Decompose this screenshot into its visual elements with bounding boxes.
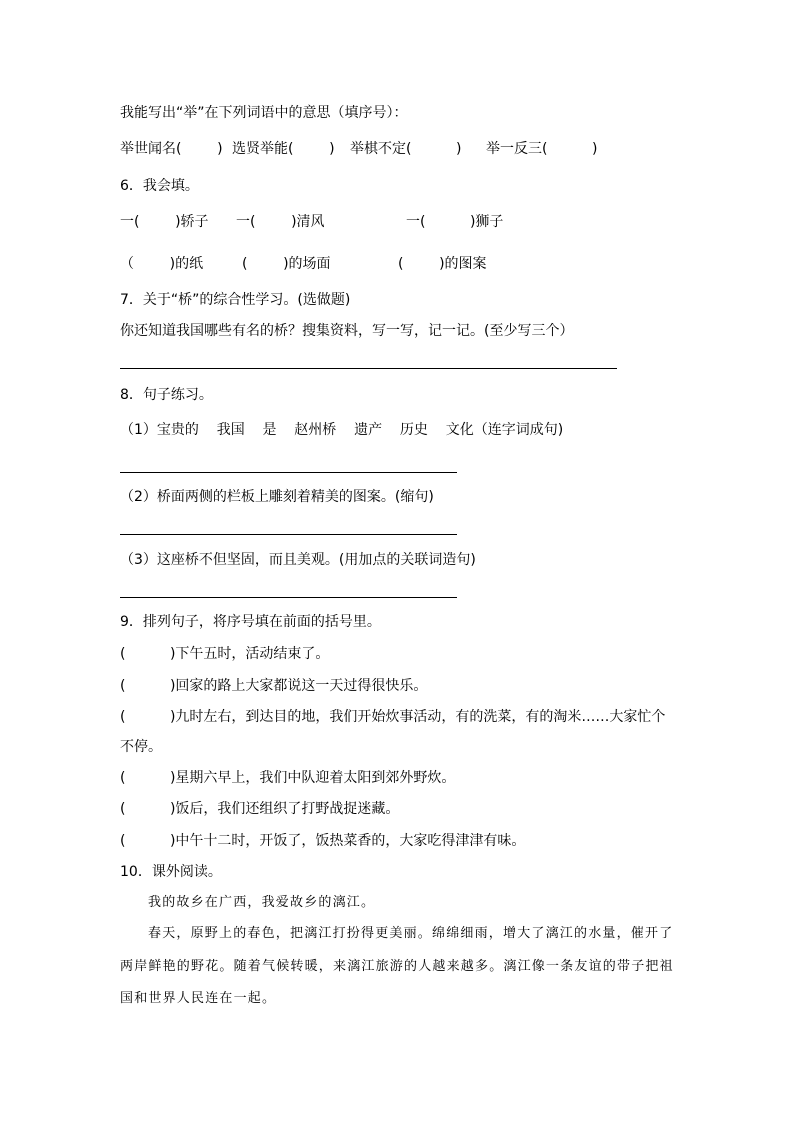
q9-item-4: ( )星期六早上，我们中队迎着太阳到郊外野炊。 — [120, 770, 456, 786]
q5-item-4: 举一反三( ) — [486, 141, 598, 157]
q9-item-1: ( )下午五时，活动结束了。 — [120, 646, 330, 662]
reading-paragraph-1: 我的故乡在广西，我爱故乡的漓江。 — [148, 895, 376, 910]
q8-sentence-1: （1）宝贵的 我国 是 赵州桥 遗产 历史 文化（连字词成句) — [120, 422, 564, 438]
q9-item-3: ( )九时左右，到达目的地，我们开始炊事活动，有的洗菜，有的淘米……大家忙个 — [120, 709, 666, 725]
reading-paragraph-2-line-1: 春天，原野上的春色，把漓江打扮得更美丽。绵绵细雨，增大了漓江的水量，催开了 — [148, 926, 674, 941]
q8-sentence-2: （2）桥面两侧的栏板上雕刻着精美的图案。(缩句) — [120, 489, 434, 505]
reading-paragraph-2-line-3: 国和世界人民连在一起。 — [120, 991, 277, 1006]
q5-item-3: 举棋不定( ) — [350, 141, 462, 157]
q8-answer-line-1[interactable] — [120, 472, 457, 473]
q9-item-3-cont: 不停。 — [120, 739, 162, 755]
q6-title: 6．我会填。 — [120, 178, 199, 194]
q6-row1-item-1: 一( )轿子 — [120, 214, 209, 230]
q5-item-2: 选贤举能( ) — [232, 141, 335, 157]
q6-row1-item-3: 一( )狮子 — [406, 214, 504, 230]
q7-text: 你还知道我国哪些有名的桥？搜集资料，写一写，记一记。(至少写三个） — [120, 323, 574, 339]
q9-item-2: ( )回家的路上大家都说这一天过得很快乐。 — [120, 678, 428, 694]
q6-row1-item-2: 一( )清风 — [236, 214, 325, 230]
q7-title: 7．关于“桥”的综合性学习。(选做题) — [120, 292, 351, 308]
q9-title: 9．排列句子，将序号填在前面的括号里。 — [120, 614, 381, 630]
q7-answer-line[interactable] — [120, 368, 617, 369]
q9-item-6: ( )中午十二时，开饭了，饭热菜香的，大家吃得津津有味。 — [120, 833, 526, 849]
q5-prompt: 我能写出“举”在下列词语中的意思（填序号）： — [120, 105, 408, 121]
q8-answer-line-3[interactable] — [120, 597, 457, 598]
reading-paragraph-2-line-2: 两岸鲜艳的野花。随着气候转暖，来漓江旅游的人越来越多。漓江像一条友谊的带子把祖 — [120, 959, 674, 974]
q6-row2-item-1: （ )的纸 — [120, 256, 204, 272]
q8-title: 8．句子练习。 — [120, 387, 213, 403]
q5-item-1: 举世闻名( ) — [120, 141, 223, 157]
q10-title: 10．课外阅读。 — [120, 864, 222, 880]
q8-sentence-3: （3）这座桥不但坚固，而且美观。(用加点的关联词造句) — [120, 552, 476, 568]
q9-item-5: ( )饭后，我们还组织了打野战捉迷藏。 — [120, 801, 400, 817]
q6-row2-item-2: ( )的场面 — [242, 256, 331, 272]
q8-answer-line-2[interactable] — [120, 534, 457, 535]
q6-row2-item-3: ( )的图案 — [398, 256, 487, 272]
